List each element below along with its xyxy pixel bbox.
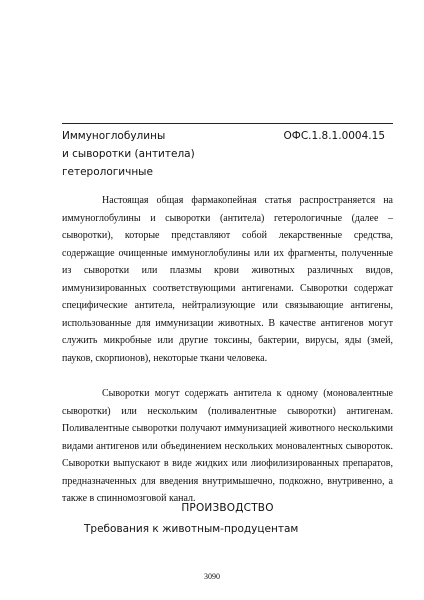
subsection-title: Требования к животным-продуцентам (84, 523, 299, 535)
header-title-line-3: гетерологичные (62, 166, 153, 178)
monograph-header (62, 127, 393, 181)
header-title-line-2: и сыворотки (антитела) (62, 148, 195, 160)
paragraph-2 (62, 385, 393, 508)
paragraph-text: Настоящая общая фармакопейная статья распространяется на иммуноглобулины и сыворотки (антитела) гетерологичные (далее – сыворотки), которые представляют собой лекарственные средства, содержащие очищенные иммуноглобулины или их фрагменты, полученные из сыворотки или плазмы крови животных различных видов, иммунизированных соответствующими антигенами. Сыворотки содержат специфические антитела, нейтрализующие или связывающие антигены, использованные для иммунизации животных. В качестве антигенов могут служить микробные или другие токсины, бактерии, вирусы, яды (змей, пауков, скорпионов), некоторые ткани человека. (62, 195, 393, 364)
section-title: ПРОИЗВОДСТВО (181, 502, 274, 514)
page-number: 3090 (204, 572, 220, 581)
paragraph-text: Сыворотки могут содержать антитела к одному (моновалентные сыворотки) или нескольким (поливалентные сыворотки) антигенам. Поливалентные сыворотки получают иммунизацией животного несколькими видами антигенов или объединением нескольких моновалентных сывороток. Сыворотки выпускают в виде жидких или лиофилизированных препаратов, предназначенных для введения внутримышечно, подкожно, внутривенно, а также в спинномозговой канал. (62, 388, 393, 504)
monograph-code: ОФС.1.8.1.0004.15 (283, 130, 385, 142)
paragraph-1 (62, 192, 393, 367)
header-title-line-1: Иммуноглобулины (62, 130, 166, 142)
header-divider (62, 123, 393, 124)
